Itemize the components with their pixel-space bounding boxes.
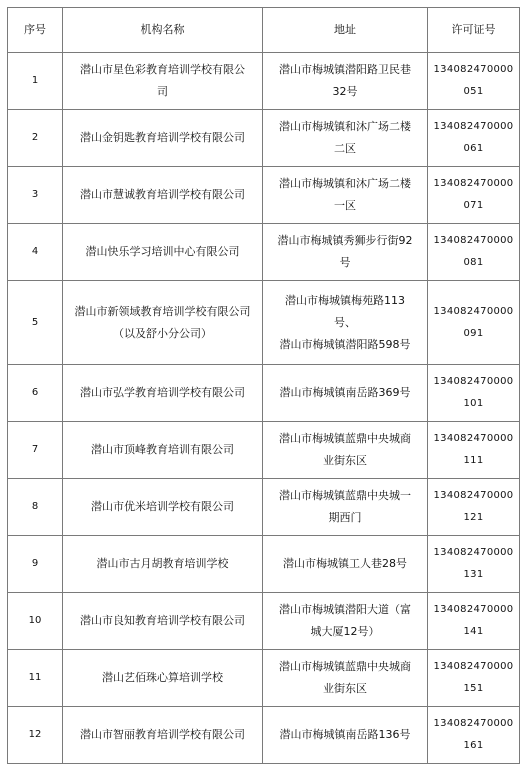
address-cell (263, 53, 428, 110)
address-cell (263, 479, 428, 536)
address-cell-line: 潜山市梅城镇蓝鼎中央城商 (279, 660, 411, 673)
license-cell (428, 536, 520, 593)
license-cell (428, 281, 520, 365)
address-cell-line: 潜山市梅城镇秀狮步行街92 (277, 234, 413, 247)
address-cell-line: 潜山市梅城镇潜阳大道（富 (279, 603, 411, 616)
table-row (8, 479, 520, 536)
institution-name-cell-line: 潜山市智丽教育培训学校有限公司 (80, 728, 245, 741)
address-cell (263, 110, 428, 167)
serial-cell: 3 (8, 167, 63, 224)
table-row (8, 110, 520, 167)
serial-cell: 10 (8, 593, 63, 650)
institution-name-cell-line: 潜山市良知教育培训学校有限公司 (80, 614, 245, 627)
institution-table (7, 7, 520, 764)
serial-cell: 1 (8, 53, 63, 110)
table-row (8, 536, 520, 593)
license-cell-line: 134082470000 (433, 235, 514, 246)
license-cell-line: 134082470000 (433, 661, 514, 672)
institution-name-cell-line: 潜山市新领域教育培训学校有限公司 (74, 304, 251, 318)
address-cell-line: 潜山市梅城镇和沐广场二楼 (279, 120, 411, 133)
license-cell-line: 151 (463, 683, 484, 694)
table-row (8, 650, 520, 707)
serial-cell: 7 (8, 422, 63, 479)
license-cell-line: 134082470000 (433, 433, 514, 444)
institution-name-cell (63, 536, 263, 593)
license-cell-line: 134082470000 (433, 490, 514, 501)
license-cell-line: 134082470000 (433, 64, 514, 75)
license-cell-line: 081 (463, 257, 484, 268)
institution-name-cell (63, 110, 263, 167)
institution-name-cell (63, 479, 263, 536)
address-cell-line: 一区 (334, 199, 356, 212)
address-cell-line: 潜山市梅城镇南岳路136号 (279, 728, 411, 741)
address-cell-line: 二区 (334, 142, 356, 155)
license-cell (428, 422, 520, 479)
license-cell-line: 161 (463, 740, 484, 751)
license-cell-line: 111 (463, 455, 484, 466)
institution-name-cell-line: 潜山市古月胡教育培训学校 (96, 557, 229, 570)
table-row (8, 167, 520, 224)
institution-name-cell (63, 593, 263, 650)
institution-name-cell-line: 潜山市星色彩教育培训学校有限公 (80, 63, 245, 76)
serial-cell: 2 (8, 110, 63, 167)
license-cell-line: 134082470000 (433, 604, 514, 615)
license-cell-line: 134082470000 (433, 376, 514, 387)
table-row (8, 365, 520, 422)
serial-cell: 5 (8, 281, 63, 365)
table-row (8, 224, 520, 281)
table-body (8, 53, 520, 764)
license-cell-line: 134082470000 (433, 547, 514, 558)
institution-name-cell (63, 707, 263, 764)
institution-name-cell (63, 281, 263, 365)
institution-name-cell (63, 167, 263, 224)
address-cell (263, 365, 428, 422)
institution-name-cell (63, 422, 263, 479)
serial-cell: 8 (8, 479, 63, 536)
license-cell-line: 134082470000 (433, 305, 514, 317)
table-row (8, 53, 520, 110)
address-cell (263, 536, 428, 593)
table-header (8, 8, 520, 53)
address-cell-line: 潜山市梅城镇和沐广场二楼 (279, 177, 411, 190)
table-row (8, 707, 520, 764)
serial-cell: 12 (8, 707, 63, 764)
license-cell (428, 365, 520, 422)
institution-name-cell-line: 潜山市弘学教育培训学校有限公司 (80, 386, 245, 399)
license-cell (428, 593, 520, 650)
address-cell-line: 潜山市梅城镇潜阳路598号 (279, 337, 411, 351)
serial-cell: 9 (8, 536, 63, 593)
address-cell-line: 潜山市梅城镇工人巷28号 (283, 557, 407, 570)
address-cell-line: 32号 (332, 85, 358, 98)
license-cell-line: 091 (463, 327, 484, 339)
institution-name-cell-line: （以及舒小分公司） (113, 326, 212, 340)
institution-name-cell (63, 650, 263, 707)
license-cell-line: 101 (463, 398, 484, 409)
license-cell (428, 479, 520, 536)
address-cell (263, 650, 428, 707)
header-address: 地址 (263, 8, 428, 53)
license-cell-line: 141 (463, 626, 484, 637)
table-row (8, 281, 520, 365)
license-cell-line: 061 (463, 143, 484, 154)
address-cell (263, 707, 428, 764)
address-cell (263, 167, 428, 224)
address-cell-line: 潜山市梅城镇潜阳路卫民巷 (279, 63, 411, 76)
license-cell (428, 224, 520, 281)
address-cell-line: 潜山市梅城镇蓝鼎中央城商 (279, 432, 411, 445)
license-cell-line: 134082470000 (433, 718, 514, 729)
institution-name-cell-line: 司 (157, 85, 168, 98)
license-cell-line: 134082470000 (433, 121, 514, 132)
table-row (8, 593, 520, 650)
address-cell-line: 业街东区 (323, 682, 367, 695)
license-cell-line: 134082470000 (433, 178, 514, 189)
address-cell-line: 潜山市梅城镇南岳路369号 (279, 386, 411, 399)
table-row (8, 422, 520, 479)
institution-name-cell-line: 潜山市慧诚教育培训学校有限公司 (80, 188, 245, 201)
address-cell (263, 422, 428, 479)
institution-name-cell-line: 潜山金钥匙教育培训学校有限公司 (80, 131, 245, 144)
address-cell-line: 城大厦12号） (310, 625, 380, 638)
serial-cell: 11 (8, 650, 63, 707)
institution-name-cell-line: 潜山艺佰珠心算培训学校 (102, 671, 223, 684)
address-cell-line: 号、 (334, 315, 356, 329)
address-cell (263, 224, 428, 281)
institution-name-cell (63, 365, 263, 422)
license-cell-line: 121 (463, 512, 484, 523)
license-cell (428, 53, 520, 110)
header-serial: 序号 (8, 8, 63, 53)
header-name: 机构名称 (63, 8, 263, 53)
address-cell (263, 281, 428, 365)
serial-cell: 6 (8, 365, 63, 422)
address-cell-line: 号 (339, 256, 351, 269)
address-cell-line: 潜山市梅城镇梅苑路113 (285, 293, 405, 307)
header-row (8, 8, 520, 53)
institution-name-cell-line: 潜山市顶峰教育培训有限公司 (91, 443, 234, 456)
license-cell (428, 110, 520, 167)
institution-name-cell (63, 224, 263, 281)
license-cell-line: 051 (463, 86, 484, 97)
header-license: 许可证号 (428, 8, 520, 53)
serial-cell: 4 (8, 224, 63, 281)
institution-name-cell-line: 潜山市优米培训学校有限公司 (91, 500, 234, 513)
address-cell-line: 期西门 (328, 511, 362, 524)
institution-name-cell (63, 53, 263, 110)
address-cell (263, 593, 428, 650)
address-cell-line: 潜山市梅城镇蓝鼎中央城一 (279, 489, 411, 502)
institution-name-cell-line: 潜山快乐学习培训中心有限公司 (85, 245, 240, 258)
license-cell (428, 707, 520, 764)
address-cell-line: 业街东区 (323, 454, 367, 467)
license-cell-line: 071 (463, 200, 484, 211)
license-cell (428, 650, 520, 707)
license-cell (428, 167, 520, 224)
license-cell-line: 131 (463, 569, 484, 580)
